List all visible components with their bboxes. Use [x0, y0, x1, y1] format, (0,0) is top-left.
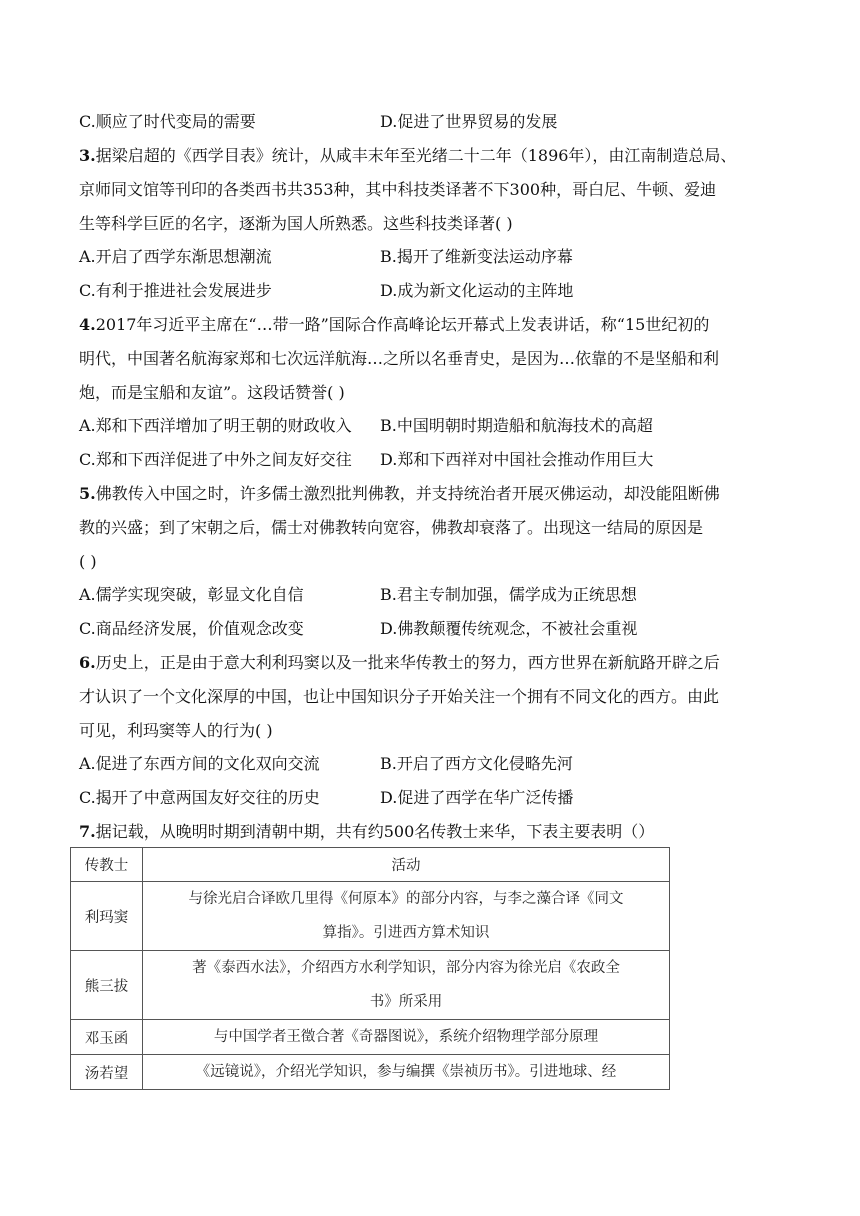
q5-line-2: 教的兴盛；到了宋朝之后，儒士对佛教转向宽容，佛教却衰落了。出现这一结局的原因是	[79, 518, 704, 537]
activity-line: 《远镜说》，介绍光学知识，参与编撰《崇祯历书》。引进地球、经	[195, 1064, 617, 1080]
activity-cell	[143, 882, 670, 951]
missionary-name: 利玛窦	[71, 882, 143, 951]
q3-option-d: D.成为新文化运动的主阵地	[380, 281, 574, 300]
q4-option-a: A.郑和下西洋增加了明王朝的财政收入	[79, 416, 352, 435]
activity-line: 算指》。引进西方算术知识	[322, 925, 490, 941]
q6-option-d: D.促进了西学在华广泛传播	[380, 788, 574, 807]
table-header-missionary: 传教士	[71, 848, 143, 882]
table-header-row	[71, 848, 670, 882]
q6-option-c: C.揭开了中意两国友好交往的历史	[79, 788, 320, 807]
q3-line-3: 生等科学巨匠的名字，逐渐为国人所熟悉。这些科技类译著( )	[79, 214, 513, 233]
q2-option-c: C.顺应了时代变局的需要	[79, 112, 256, 131]
activity-line: 与徐光启合译欧几里得《何原本》的部分内容，与李之藻合译《同文	[188, 891, 624, 907]
q3-option-b: B.揭开了维新变法运动序幕	[380, 247, 573, 266]
q6-line-1: 6.历史上，正是由于意大利利玛窦以及一批来华传教士的努力，西方世界在新航路开辟之后	[79, 653, 720, 672]
q6-option-a: A.促进了东西方间的文化双向交流	[79, 754, 320, 773]
q5-option-d: D.佛教颠覆传统观念，不被社会重视	[380, 619, 638, 638]
q7-line-1: 7.据记载，从晚明时期到清朝中期，共有约500名传教士来华，下表主要表明（）	[79, 822, 655, 841]
table-header-activity: 活动	[143, 848, 670, 882]
activity-cell	[143, 951, 670, 1020]
missionary-table	[70, 847, 670, 1090]
q4-number: 4.	[79, 315, 96, 334]
q4-line-2: 明代，中国著名航海家郑和七次远洋航海…之所以名垂青史，是因为…依靠的不是坚船和利	[79, 349, 720, 368]
q4-option-c: C.郑和下西洋促进了中外之间友好交往	[79, 450, 352, 469]
q4-line-3: 炮，而是宝船和友谊”。这段话赞誉( )	[79, 383, 345, 402]
table-row	[71, 1055, 670, 1090]
q5-option-c: C.商品经济发展，价值观念改变	[79, 619, 304, 638]
q5-option-a: A.儒学实现突破，彰显文化自信	[79, 585, 304, 604]
q5-number: 5.	[79, 484, 96, 503]
q3-option-c: C.有利于推进社会发展进步	[79, 281, 272, 300]
missionary-name: 邓玉函	[71, 1020, 143, 1055]
q6-line-3: 可见，利玛窦等人的行为( )	[79, 721, 273, 740]
q5-line-1: 5.佛教传入中国之时，许多儒士激烈批判佛教，并支持统治者开展灭佛运动，却没能阻断佛	[79, 484, 720, 503]
q3-number: 3.	[79, 146, 96, 165]
activity-line: 著《泰西水法》，介绍西方水利学知识，部分内容为徐光启《农政全	[192, 960, 620, 976]
table-row	[71, 951, 670, 1020]
q4-option-b: B.中国明朝时期造船和航海技术的高超	[380, 416, 653, 435]
q6-option-b: B.开启了西方文化侵略先河	[380, 754, 573, 773]
q4-option-d: D.郑和下西祥对中国社会推动作用巨大	[380, 450, 654, 469]
activity-cell	[143, 1020, 670, 1055]
activity-line: 书》所采用	[369, 994, 443, 1010]
q3-option-a: A.开启了西学东渐思想潮流	[79, 247, 272, 266]
table-row	[71, 882, 670, 951]
q6-line-2: 才认识了一个文化深厚的中国，也让中国知识分子开始关注一个拥有不同文化的西方。由此	[79, 687, 720, 706]
missionary-name: 汤若望	[71, 1055, 143, 1090]
missionary-name: 熊三拔	[71, 951, 143, 1020]
q3-line-1: 3.据梁启超的《西学目表》统计，从咸丰末年至光绪二十二年（1896年），由江南制造总局、	[79, 146, 737, 165]
table-row	[71, 1020, 670, 1055]
activity-line: 与中国学者王徵合著《奇器图说》，系统介绍物理学部分原理	[213, 1029, 599, 1045]
q5-line-3: ( )	[79, 552, 97, 571]
q5-option-b: B.君主专制加强，儒学成为正统思想	[380, 585, 637, 604]
q4-line-1: 4.2017年习近平主席在“…带一路”国际合作高峰论坛开幕式上发表讲话，称“15世纪初的	[79, 315, 710, 334]
activity-cell	[143, 1055, 670, 1090]
q3-line-2: 京师同文馆等刊印的各类西书共353种，其中科技类译著不下300种，哥白尼、牛顿、爱迪	[79, 180, 717, 199]
q7-number: 7.	[79, 822, 96, 841]
q2-option-d: D.促进了世界贸易的发展	[380, 112, 558, 131]
q6-number: 6.	[79, 653, 96, 672]
